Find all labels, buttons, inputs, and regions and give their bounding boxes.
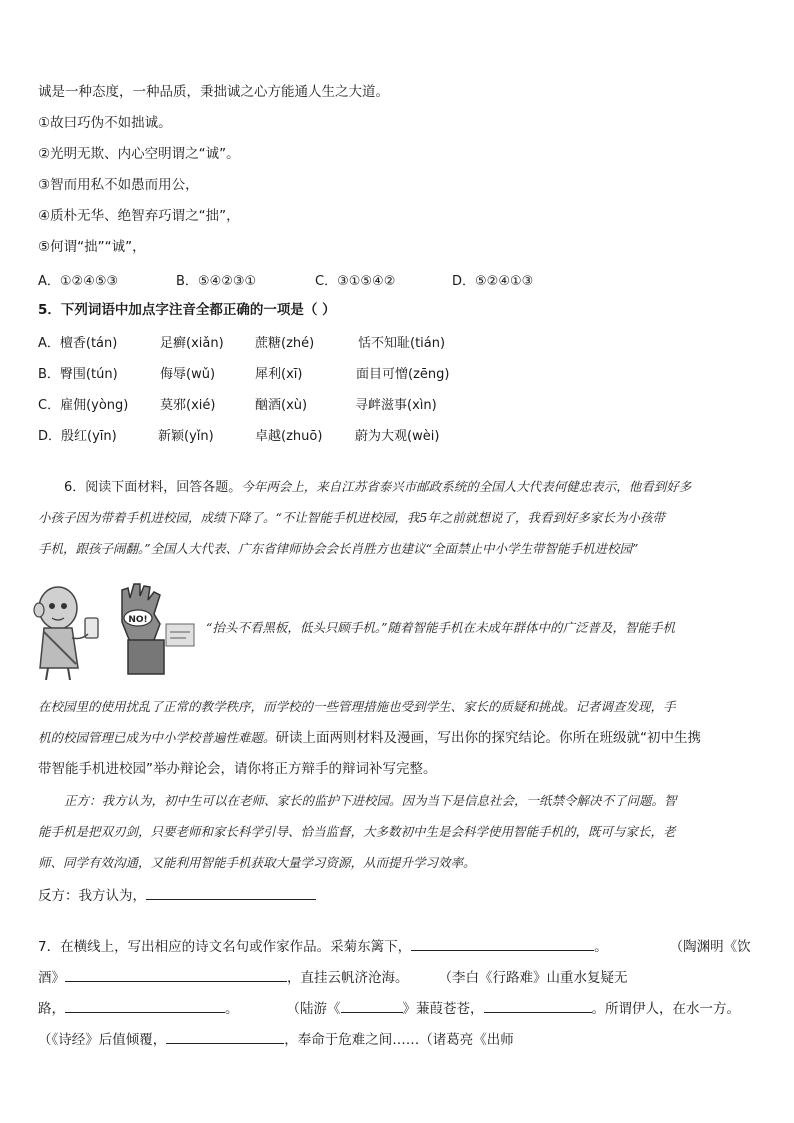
list-item: ①故曰巧伪不如拙诚。 (38, 115, 172, 131)
q7-line-4: （《诗经》后值倾覆， ，奉命于危难之间……（诸葛亮《出师 (38, 1029, 514, 1049)
q7-line-2: 酒》 ，直挂云帆济沧海。 （李白《行路难》山重水复疑无 (38, 967, 628, 987)
list-item: ②光明无欺、内心空明谓之“诚”。 (38, 146, 240, 162)
list-item: ④质朴无华、绝智弃巧谓之“拙”， (38, 208, 240, 224)
cartoon-sign-text: NO! (128, 615, 148, 625)
answer-blank[interactable] (484, 998, 592, 1013)
q4-option-c: C．③①⑤④② (315, 274, 396, 289)
q5-stem: 5．下列词语中加点字注音全都正确的一项是（ ） (38, 302, 336, 318)
q7-line-3: 路， 。 （陆游《 》蒹葭苍苍， 。所谓伊人，在水一方。 (38, 998, 740, 1018)
list-item: ③智而用私不如愚而用公， (38, 177, 199, 193)
answer-blank[interactable] (65, 967, 287, 982)
q7-line-1: 7．在横线上，写出相应的诗文名句或作家作品。采菊东篱下， 。 （陶渊明《饮 (38, 936, 751, 956)
answer-blank[interactable] (65, 998, 225, 1013)
q4-option-b: B．⑤④②③① (176, 274, 257, 289)
q6-label: 6．阅读下面材料，回答各题。 (64, 480, 242, 495)
cartoon-image (30, 578, 200, 683)
intro-text: 诚是一种态度，一种品质，秉拙诚之心方能通人生之大道。 (38, 84, 389, 100)
list-item: ⑤何谓“拙”“诚”， (38, 239, 146, 255)
answer-blank[interactable] (341, 998, 403, 1013)
q4-option-d: D．⑤②④①③ (452, 274, 534, 289)
q4-option-a: A．①②④⑤③ (38, 274, 119, 289)
answer-blank[interactable] (166, 1029, 284, 1044)
answer-blank[interactable] (146, 885, 316, 900)
answer-blank[interactable] (411, 936, 594, 951)
q6-con-argument: 反方：我方认为， (38, 885, 316, 905)
